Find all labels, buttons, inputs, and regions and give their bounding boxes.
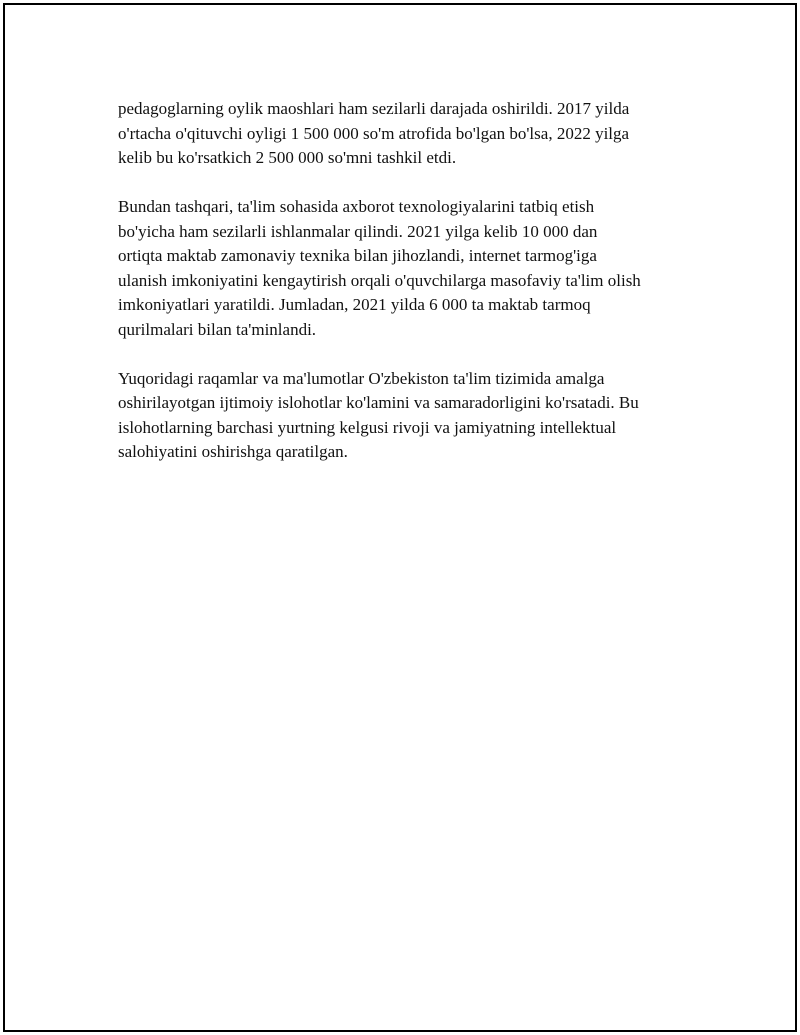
text-line: ulanish imkoniyatini kengaytirish orqali o'quvchilarga masofaviy ta'lim olish [118,270,641,290]
text-line: pedagoglarning oylik maoshlari ham sezilarli darajada oshirildi. 2017 yilda [118,99,630,118]
paragraph-it-in-education [118,195,698,342]
paragraph-teacher-salaries [118,97,698,171]
text-line: oshirilayotgan ijtimoiy islohotlar ko'lamini va samaradorligini ko'rsatadi. Bu [118,393,639,412]
text-line: salohiyatini oshirishga qaratilgan. [118,442,348,461]
paragraph-conclusion [118,367,698,465]
text-line: o'rtacha o'qituvchi oyligi 1 500 000 so'm atrofida bo'lgan bo'lsa, 2022 yilga [118,123,630,143]
text-line: Yuqoridagi raqamlar va ma'lumotlar O'zbekiston ta'lim tizimida amalga [118,368,605,388]
text-line: islohotlarning barchasi yurtning kelgusi rivoji va jamiyatning intellektual [118,417,617,437]
text-line: bo'yicha ham sezilarli ishlanmalar qilindi. 2021 yilga kelib 10 000 dan [118,221,598,241]
document-body [118,97,698,489]
text-line: kelib bu ko'rsatkich 2 500 000 so'mni tashkil etdi. [118,148,457,167]
text-line: Bundan tashqari, ta'lim sohasida axborot texnologiyalarini tatbiq etish [118,197,595,216]
text-line: imkoniyatlari yaratildi. Jumladan, 2021 yilda 6 000 ta maktab tarmoq [118,295,591,314]
text-line: ortiqta maktab zamonaviy texnika bilan jihozlandi, internet tarmog'iga [118,246,597,265]
text-line: qurilmalari bilan ta'minlandi. [118,319,317,339]
page-border [3,3,797,1032]
